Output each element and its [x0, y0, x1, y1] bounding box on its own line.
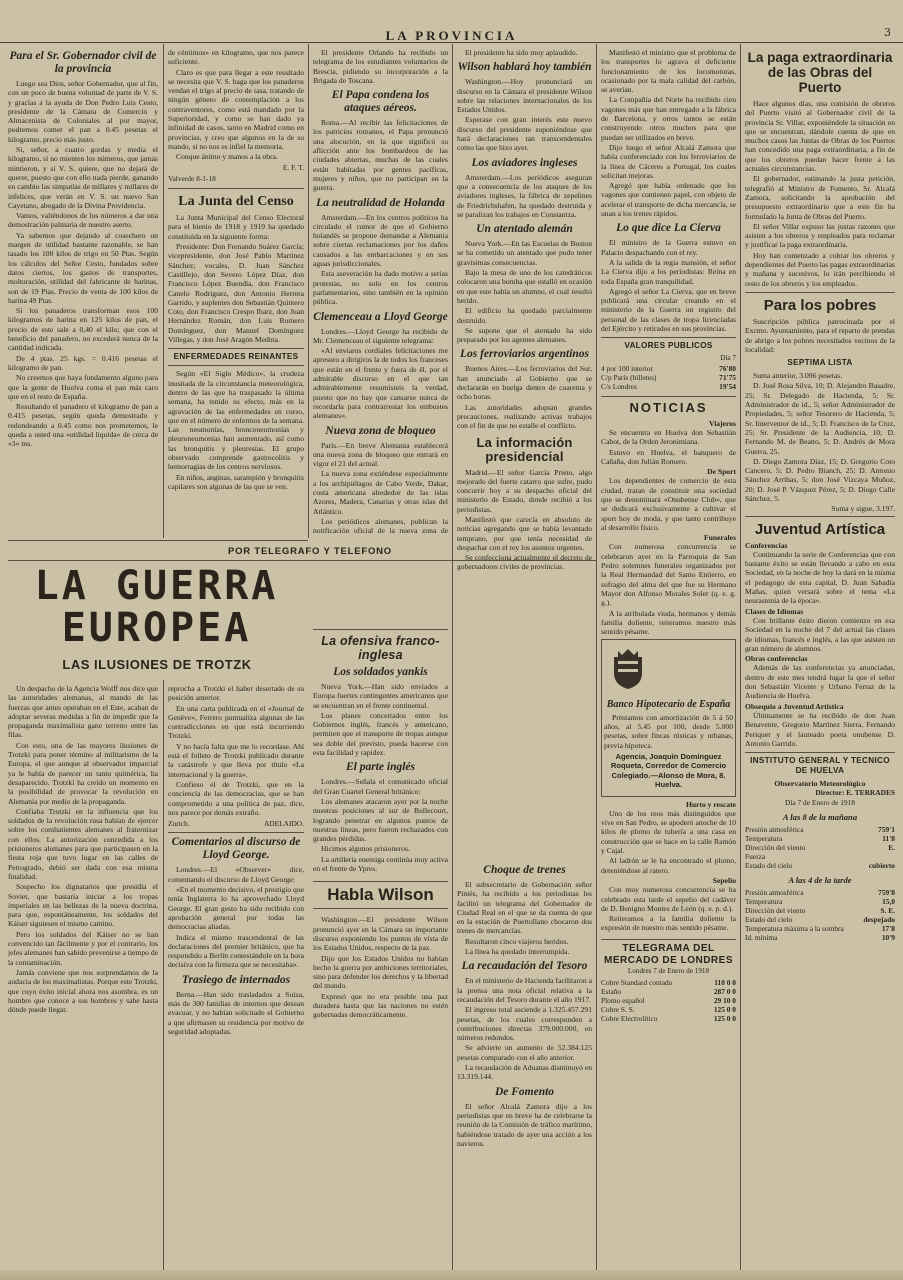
table-row [745, 915, 895, 924]
paragraph: Un despacho de la Agencia Wolff nos dice que las autoridades alemanas, al mando de las fuerzas que antes operaban en el Este, acaban de adoptar severas medidas a fin de impedir que la propaganda maximalista gane terreno entre las filas. [8, 684, 158, 740]
table-row [745, 906, 895, 915]
paragraph: Bajo la mesa de uno de los catedráticos colocaron una bomba que estalló en ocasión en que este había un alumno, el cual resultó herido. [457, 268, 592, 305]
subsection-title: Sepelio [712, 875, 736, 885]
paragraph: Luego sea Dios, señor Gobernador, que al fin, con un poco de buena voluntad de parte de V. S. y gracias a la ayuda de Don Pedro Luis Cesto, presidente de la Cámara de Comercio y Almacenista de Coloniales al por mayor, podremos comer el pan a 0.45 pesetas el kilogramo, precio más justo. [8, 79, 158, 144]
paragraph: Con numerosa concurrencia se celebraron ayer en la Parroquia de San Pedro solemnes funerales organizados por la Real Hermandad del Santo Entierro, en sufragio del alma del que fue su Hermano Mayor don Alfonso Morales Soler (q. e. g. g.). [601, 542, 736, 608]
subsection-title: Clases de Idiomas [745, 606, 804, 616]
column-3 [313, 48, 448, 536]
row-label: Estado del cielo [745, 861, 793, 870]
row-value: 15,0 [882, 897, 895, 906]
column-rule [163, 680, 164, 1270]
table-row [601, 996, 736, 1005]
row-value: 71'75 [719, 372, 736, 382]
table-row [745, 897, 895, 906]
paragraph: Los planes concertados entre los Gobiernos inglés, francés y americano, permiten que el transporte de tropas aunque sea doble del previsto, pueda hacerse con esta facilidad y rapidez. [313, 710, 448, 758]
london-market-table [601, 978, 736, 1023]
paragraph: A la salida de la regia mansión, el señor La Cierva dijo a los periodistas: Reina en toda España gran tranquilidad. [601, 257, 736, 286]
paragraph: Hoy han comenzado a cobrar los obreros y dependientes del Puerto las pagas extraordinarias y mañana y sucesivos, lo irán percibiendo el resto de los obreros y los empleados. [745, 250, 895, 288]
morning-title: A las 8 de la mañana [782, 812, 858, 822]
paragraph: Con muy numerosa concurrencia se ha celebrado esta tarde el sepelio del cadáver de D. Benigno Montes de León (q. e. p. d.). [601, 885, 736, 913]
row-value: 17'8 [881, 924, 895, 933]
date-line: Valverde 8-1-18 [168, 173, 216, 183]
table-row [601, 364, 736, 373]
article-title: Comentarios al discurso de Lloyd George. [168, 832, 304, 862]
table-row [745, 861, 895, 870]
paragraph: Además de las conferencias ya anunciadas, dentro de este mes tendrá lugar la que el señor don Sebastián Vicente y Urbano Ferraz de la Audiencia de Huelva. [745, 663, 895, 701]
list-title: SEPTIMA LISTA [787, 358, 853, 368]
article-title: La recaudación del Tesoro [461, 960, 588, 973]
subsection-title: De Sport [707, 467, 736, 477]
subsection-title: Conferencias [745, 540, 788, 550]
paragraph: La Compañía del Norte ha recibido cien vagones más que han entregado a la fábrica de Barcelona, y otros tantos se están construyendo otros muchos para que puedan ser utilizados en breve. [601, 95, 736, 142]
valores-table [601, 364, 736, 391]
paragraph: Madrid.—El señor García Prieto, algo mejorado del fuerte catarro que sufre, pudo concurrir hoy a su despacho oficial del ministerio de Estado, donde recibió a los periodistas. [457, 467, 592, 514]
paragraph: El gobernador, estimando la justa petición, telegrafió al Ministro de Fomento, Sr. Alcalá Zamora, solicitando la aprobación del presupuesto extraordinario que a este fin ha formulado la Junta de Obras del Puerto. [745, 174, 895, 221]
paragraph: Se supone que el atentado ha sido preparado por los agentes alemanes. [457, 325, 592, 345]
row-label: Cobre Electrolítico [601, 1014, 658, 1023]
paragraph: Berna.—Han sido trasladados a Suiza, más de 300 familias de internos que desean evacuar, y no habían solicitado el Gobierno a que afirmasen su residencia por motivo de seguridad adoptadas. [168, 989, 304, 1036]
masthead [0, 0, 903, 43]
row-label: Dirección del viento [745, 906, 806, 915]
paragraph: Se encuentra en Huelva don Sebastián Cabot, de la Orden Jeronimiana. [601, 427, 736, 447]
paragraph: El subsecretario de Gobernación señor Piniés, ha recibido a los periodistas les facilitó un telegrama del Gobernador de Ciudad Real en el que se da cuenta de que en la estación de Puertollano chocaron dos trenes de mercancías. [457, 880, 592, 936]
article-title: La ofensiva franco-inglesa [313, 629, 448, 662]
article-title: La neutralidad de Holanda [316, 196, 445, 209]
page-edge [0, 1270, 903, 1280]
paragraph: Se advierte un aumento de 52.384.125 pesetas comparado con el año anterior. [457, 1043, 592, 1062]
paragraph: De 4 ptas. 25 kgs. = 0.416 pesetas el kilogramo de pan. [8, 353, 158, 372]
subsection-title: Funerales [703, 533, 736, 543]
row-label: 4 por 100 interior [601, 363, 653, 373]
row-label: Presión atmosférica [745, 825, 804, 834]
row-value: S. E. [880, 906, 895, 915]
table-row [745, 834, 895, 843]
paragraph: Uno de los reos más distinguidos que vive en San Pedro, se apoderó anoche de 10 kilos de plomo de tubería a una casa en construcción que se hace en la calle Ramón y Cajal. [601, 808, 736, 856]
article-title: Choque de trenes [483, 864, 566, 876]
paragraph: El señor Villar expuso las justas razones que asisten a los obreros y empleados para reclamar y justificar la paga extraordinaria. [745, 221, 895, 250]
row-value: 125 0 0 [713, 1014, 736, 1023]
paragraph: «En el momento decisivo, el prestigio que tenía Inglaterra lo ha aprovechado Lloyd George. El gran gesto ha sido recibido con aprobación general por todas las democracias aliadas. [168, 885, 304, 932]
paragraph: Vamos, valiéndonos de los números a dar una demostración palmaria de nuestro aserto. [8, 211, 158, 230]
column-rule [308, 44, 309, 538]
paragraph: Préstamos con amortización de 5 á 50 años, al 5.45 por 100, desde 5.000 pesetas, sobre fincas rústicas y urbanas, previa hipoteca. [604, 712, 733, 750]
article-title: Clemenceau a Lloyd George [313, 310, 448, 323]
paragraph: La línea ha quedado interrumpida. [465, 947, 570, 957]
obs-date: Día 7 de Enero de 1918 [785, 797, 855, 807]
row-value: 759'1 [878, 825, 895, 834]
row-label: Plomo español [601, 996, 645, 1005]
table-row [601, 978, 736, 987]
row-value: E. [888, 843, 895, 852]
paragraph: En el ministerio de Hacienda facilitaron a la prensa una nota oficial relativa a la recaudación del Tesoro durante el año 1917. [457, 976, 592, 1004]
paragraph: Estuvo en Huelva, el banquero de Cañaña, don Julián Romero. [601, 447, 736, 466]
paragraph: Washington.—El presidente Wilson pronunció ayer en la Cámara un importante discurso exponiendo los puntos de vista de los Estados Unidos, respecto de la paz. [313, 915, 448, 953]
paragraph: Si, señor, a cuatro gordas y media el kilogramo, si no mienten los números, que jamás mintieron, y si V. S. quiere, que no dejará de querer, puesto que con ello nada pierde, ganando en cambio las simpatías de millares y millares de infelices, que verán en V. S. un nuevo San Cayetano, abogado de la Divina Providencia. [8, 145, 158, 210]
article-title: Nueva zona de bloqueo [325, 424, 436, 437]
row-value: 759'8 [878, 888, 895, 897]
paragraph: El presidente ha sido muy aplaudido. [465, 48, 578, 57]
paragraph: Y no hacía falta que me lo recordase. Ahí está el folleto de Trotzki publicado durante la catástrofe y que lleva por título «La internacional y la guerra». [168, 741, 304, 779]
sign-name: ADELAIDO. [263, 819, 304, 829]
paragraph: Roma.—Al recibir las felicitaciones de los patricios romanos, el Papa pronunció una alocución, en la que significó su aflicción ante los bombardeos de las ciudades abiertas, muchas de las cuales están habitadas por gentes pacíficas, mujeres y niños, que no participan en la guerra. [313, 118, 448, 193]
paragraph: En niños, anginas, sarampión y bronquitis capilares son algunas de las que se ven. [168, 472, 304, 491]
paragraph: Agregó el señor La Cierva, que en breve publicará una circular creando en el ministerio de la Guerra un registro del personal de las clases de tropa licenciadas del Ejército y retirados en sus provincias. [601, 286, 736, 334]
telegram-date: Londres 7 de Enero de 1918 [627, 966, 710, 975]
table-row [745, 933, 895, 942]
paragraph: Resultando el panadero el kilogramo de pan a 0.415 pesetas, según queda demostrado y redondeando a 0.45 como nos prometemos, le queda a usted una «utilidad líquida» de cerca de «3» ms. [8, 402, 158, 449]
paragraph: El edificio ha quedado parcialmente destruido. [457, 306, 592, 325]
paragraph: Las autoridades adoptan grandes precauciones, realizando activas trabajos con el fin de que no estalle el conflicto. [457, 402, 592, 431]
newspaper-title: LA PROVINCIA [385, 28, 518, 43]
paragraph: Pero los soldados del Káiser no se han convencido tan fácilmente y por el contrario, los jefes alemanes han sabido prevenirse a tiempo de la contaminación. [8, 929, 158, 967]
row-value: 19'54 [719, 381, 736, 391]
row-value: 125 0 0 [713, 1005, 736, 1014]
paragraph: Los dependientes de comercio de esta ciudad, tratan de constituir una sociedad que se denominará «Onubense Club», que se dedicará exclusivamente a cultivar el sport hoy de moda, y que tanto contribuye al desarrollo físico. [601, 476, 736, 532]
article-title: Wilson hablará hoy también [457, 61, 592, 74]
page-number: 3 [884, 26, 891, 39]
paragraph: Amsterdam.—En los centros políticos ha circulado el rumor de que el Gobierno holandés se propone demandar a Alemania sobre ciertas reclamaciones por los daños causados a las embarcaciones y en sus aguas jurisdiccionales. [313, 212, 448, 269]
article-title: Trasiego de internados [181, 973, 291, 986]
row-label: Temperatura [745, 834, 783, 843]
subsection-title: Hurto y rescate [685, 799, 736, 809]
paragraph: D. José Rosa Silva, 10; D. Alejandro Basadre, 25; Sr. Delegado de Hacienda, 5; Sr. Administrador de id., 5; señor Administrador de Propiedades, 5; señor Tesorero de Hacienda, 5; Sr. Interventor de id., 5; D. Francisco de la Cruz, 25; Sr. Presidente de la Audiencia, 10; D. Fernando M. de Beatto, 5; D. Andrés de Mora Guerra, 25. [745, 381, 895, 456]
row-value: 287 0 0 [713, 987, 736, 996]
subsection-title: Viajeros [709, 418, 736, 428]
article-title: El parte inglés [345, 761, 415, 774]
paragraph: En una carta publicada en el «Journal de Genève», Ferrero puntualiza algunas de las contradicciones en que está incurriendo Trotzki. [168, 703, 304, 741]
observatory-title: Observatorio Meteorológico [774, 779, 866, 789]
row-value: 110 0 0 [714, 978, 736, 987]
bank-title: Banco Hipotecario de España [606, 698, 731, 710]
table-row [601, 382, 736, 391]
column-2 [168, 48, 304, 536]
row-label: Dirección del viento [745, 843, 806, 852]
table-row [601, 987, 736, 996]
signature-line [168, 819, 304, 828]
row-value [849, 852, 895, 861]
war-column-2 [168, 684, 304, 1266]
paragraph: Amsterdam.—Los periódicos aseguran que a consecuencia de los ataques de los aviadores ingleses, la fábrica de zepelines de Friedrichshafen, ha quedado destruida y se paralizan los trabajos en Constantza. [457, 172, 592, 219]
column-rule [163, 44, 164, 538]
paragraph: Washington.—Hoy pronunciará un discurso en la Cámara el presidente Wilson sobre las relaciones internacionales de los Estados Unidos. [457, 77, 592, 115]
article-title: Para el Sr. Gobernador civil de la provincia [9, 50, 157, 75]
column-6 [745, 48, 895, 1266]
afternoon-weather-table [745, 888, 895, 942]
paragraph: La artillería enemiga continúa muy activa en el frente de Ypres. [313, 854, 448, 874]
paragraph: Si los panaderos transforman esos 100 kilogramos de harina en 125 kilos de pan, el precio de este sale a 0,40 el kilo; que con el beneficio del panadero, no excederá nunca de la cantidad indicada. [8, 306, 158, 353]
director: Director: E. TERRADES [815, 788, 895, 798]
paragraph: Reiteramos a la familia doliente la expresión de nuestro más sentido pésame. [601, 914, 736, 933]
row-label: Id. mínima [745, 933, 778, 942]
article-title: Para los pobres [745, 292, 895, 313]
paragraph: Confiaba Trotzki en la influencia que los soldados de la revolución rusa habían de ejercer sobre los combatientes alemanes al fraternizar con ellos. La autorización concedida a los prisioneros alemanes para que participasen en la fiesta roja que tuvo lugar en las calles de Petrogrado, debió ser dada con esa misma finalidad. [8, 806, 158, 881]
section-rule [8, 540, 308, 541]
row-label: Estaño [601, 987, 622, 996]
row-label: Presión atmosférica [745, 888, 804, 897]
paragraph: El ingreso total asciende a 1.325.457.291 pesetas, de los cuales corresponden a contribuciones directas 379.000.000, en números redondos. [457, 1005, 592, 1043]
paragraph: Se confecciona actualmente el decreto de gobernadores civiles de provincias. [457, 553, 592, 572]
column-rule [452, 44, 453, 1270]
paragraph: «Al enviaros cordiales felicitaciones me apresuro a dirigiros la de todos los franceses que están en el frente y fuera de él, por el admirable discurso en el que tan admirablemente resumisteis la verdad, puesto que no hay que cansarse nunca de recordarla para contrarrestar los embustes alemanes». [313, 346, 448, 421]
paragraph: Suscripción pública patrocinada por el Excmo. Ayuntamiento, para el reparto de prendas de abrigo a los pobres necesitados vecinos de la localidad: [745, 316, 895, 354]
paragraph: Esperase con gran interés este nuevo discurso del presidente suponiéndose que hará declaraciones tan transcendentales como las que hizo ayer. [457, 115, 592, 153]
paragraph: reprocha a Trotzki el haber desertado de su posición anterior. [168, 684, 304, 703]
table-row [745, 888, 895, 897]
morning-weather-table [745, 825, 895, 870]
row-value: cubierto [868, 861, 895, 870]
subsection-title: Obras conferencias [745, 654, 808, 664]
article-title: Un atentado alemán [476, 223, 573, 236]
article-title: Habla Wilson [313, 881, 448, 909]
paragraph: El señor Alcalá Zamora dijo a los periodistas que en breve ha de celebrarse la reunión de la Comisión de tráfico marítimo, habiéndose tratado de ayer una acción a los navieros. [457, 1101, 592, 1148]
signature: E. F. T. [282, 162, 304, 172]
row-label: Temperatura máxima a la sombra [745, 924, 844, 933]
paragraph: Resultaron cinco viajeros heridos. [465, 936, 569, 946]
bank-ad [601, 639, 736, 796]
column-1 [8, 48, 158, 536]
paragraph: Con esto, una de las mayores ilusiones de Trotzki para poner término al militarismo de la Europa, el que aunque al observador imparcial ya le había de parecer un tanto quimérica, ha desaparecido. Trotzki ha creído un momento en la posibilidad de provocar la revolución en Alemania por medio de la propaganda. [8, 740, 158, 806]
column-4-lower [457, 860, 592, 1266]
section-title: NOTICIAS [601, 396, 736, 415]
row-label: Temperatura [745, 897, 783, 906]
paragraph: de céntimos» en kilogramo, que nos parece suficiente. [168, 48, 304, 67]
table-row [745, 852, 895, 861]
row-value: 29 10 0 [713, 996, 736, 1005]
table-row [601, 1005, 736, 1014]
table-row [745, 843, 895, 852]
sign-place: Zurich. [168, 819, 190, 829]
paragraph: Nueva York.—En las Escuelas de Boston se ha cometido un atentado que pudo tener gravísimas consecuencias. [457, 239, 592, 267]
paragraph: Manifestó que carecía en absoluto de noticias agregando que se había levantado temprano, por que tenía necesidad de despachar con el rey los asuntos urgentes. [457, 514, 592, 552]
article-title: Lo que dice La Cierva [616, 222, 721, 235]
war-column-3 [313, 624, 448, 1266]
column-rule [740, 44, 741, 1270]
row-label: C/p París (billetes) [601, 372, 657, 382]
paragraph: La recaudación de Aduanas disminuyó en 13.319.144. [457, 1063, 592, 1082]
paragraph: El ministro de la Guerra estuvo en Palacio despachando con el rey. [601, 238, 736, 257]
subsection-title: Obsequio a Juventud Artística [745, 701, 844, 711]
paragraph: Dijo que los Estados Unidos no habían hecho la guerra por ambiciones territoriales, sino para defender los derechos y la libertad del mundo. [313, 953, 448, 991]
telegraph-banner: POR TELEGRAFO Y TELEFONO [227, 546, 392, 557]
table-row [601, 1014, 736, 1023]
article-title: Los ferroviarios argentinos [459, 348, 590, 361]
paragraph: Dijo luego el señor Alcalá Zamora que había conferenciado con los ferroviarios de la línea de Cáceres a Portugal, los cuales solicitan mejoras. [601, 142, 736, 180]
paragraph: Claro es que para llegar a este resultado se necesita que V. S. haga que los panaderos vendan el trigo al precio de tasa, tratando de ningún género de contemplación a los contraventores, como está mandado por la Superioridad, y como se han dado ya infinidad de casos, tanto en Madrid como en provincias, y creo que algunos en la de su mando, si no nos es infiel la memoria. [168, 67, 304, 151]
table-row [745, 924, 895, 933]
row-label: Cobre Standard contado [601, 978, 673, 987]
article-title: De Fomento [494, 1085, 555, 1098]
paragraph: La Junta Municipal del Censo Electoral para el bienio de 1918 y 1919 ha quedado constituida en la siguiente forma: [168, 213, 304, 241]
coat-of-arms-icon [604, 645, 652, 693]
paragraph: Nueva York.—Han sido enviados a Europa fuertes contingentes americanos que se encuentran en el frente continental. [313, 682, 448, 710]
row-label: C/s Londres [601, 381, 637, 391]
paragraph: Al ladrón se le ha encontrado el plomo, deteniéndose al ratero. [601, 856, 736, 875]
table-title: VALORES PUBLICOS [601, 337, 736, 351]
paragraph: Manifestó el ministro que el problema de los transportes lo agrava el deficiente funcionamiento de los locomotoras, ocasionado por la mala calidad del carbón, se averían. [601, 48, 736, 95]
table-date: Día 7 [720, 354, 736, 363]
paragraph: Presidente: Don Fernando Suárez García; vicepresidente, don José Pablo Martínez Sánchez; vocales, D. Juan Sánchez Castillejo, don Severo López Díaz, don Francisco López Buendía, don Francisco Canelo Rodríguez, don Antonio Herrera Garrido, y suplentes don Sebastián Quintero Coto, don Francisco Crespo Ibarz, don Juan Hernández Román, don Luis Romero Domínguez, don Manuel Domínguez Villegas, y don José Aragón Medina. [168, 242, 304, 345]
paragraph: Londres.—El «Observer» dice, comentando el discurso de Lloyd George: [168, 865, 304, 884]
paragraph: París.—En breve Alemania establecerá una nueva zona de bloqueo que entrará en vigor el 21 del actual. [313, 440, 448, 469]
paragraph: Agregó que había ordenado que los vagones que contienen papel, con objeto de acelerar el transporte de dicha mercancía, se unan a los trenes rápidos. [601, 181, 736, 219]
paragraph: El presidente Orlando ha recibido un telegrama de los estudiantes voluntarios de Brescia, pidiendo su incorporación a la Brigada de Toscana. [313, 48, 448, 85]
paragraph: Londres.—Señala el comunicado oficial del Gran Cuartel General británico: [313, 777, 448, 796]
row-label: Fuerza [745, 852, 766, 861]
paragraph: Conque ánimo y manos a la obra. [176, 152, 278, 162]
row-value: 11'8 [882, 834, 895, 843]
war-subheadline: LAS ILUSIONES DE TROTZK [62, 657, 252, 672]
paragraph: Suma anterior, 3.096 pesetas. [753, 371, 843, 381]
paragraph: D. Diego Zamora Díaz, 15; D. Gregorio Coto Cancero, 5; D. Pedro Bianch, 25; D. Antonio Sánchez Arribas, 5; don José Vizcaya Muñoz, 20; D. José P. Vázquez Pérez, 5; D. Diego Calle Sánchez, 5. [745, 456, 895, 503]
paragraph: Suma y sigue, 3.197. [831, 504, 895, 514]
paragraph: Continuando la serie de Conferencias que con bastante éxito se están llevando a cabo en esta Sociedad, en la noche de hoy la dará en la misma el pedagogo de esta capital, D. Juan Sabadía Mañas, quien versará sobre el tema «La neurastenia de la época». [745, 549, 895, 606]
telegram-title: TELEGRAMA DEL MERCADO DE LONDRES [601, 939, 736, 967]
war-headline: LA GUERRA EUROPEA [34, 563, 279, 651]
paragraph: No creemos que haya fundamento alguno para que la gente de Huelva coma el pan más caro que en el resto de España. [8, 373, 158, 401]
paragraph: Confieso el de Trotzki, que en la conciencia de las democracias, que se han comprometido a una política de paz, dice, nos parece por demás extraño. [168, 779, 304, 817]
ad-text: Agencia, Joaquín Domínguez Roqueta, Corredor de Comercio Colegiado.—Alonso de Mora, 8. Huelva. [610, 751, 727, 790]
paragraph: Hicimos algunos prisioneros. [321, 844, 410, 854]
article-title: La paga extraordinaria de las Obras del Puerto [747, 50, 893, 95]
column-rule [596, 44, 597, 1270]
article-title: La información presidencial [476, 434, 573, 464]
article-title: El Papa condena los ataques aéreos. [331, 89, 430, 115]
paragraph: Los periódicos alemanes, publican la notificación oficial de la nueva zona de [313, 516, 448, 536]
paragraph: Sospecho los dignatarios que presidía el Soviet, que bastaría iniciar a los tropas imperiales en las bellezas de la nueva doctrina, para que, espontáneamente, los soldados del Káiser siguiesen el mismo camino. [8, 882, 158, 929]
paragraph: Con brillante éxito dieron comienzo en esa Sociedad en la noche del 7 del actual las clases de idiomas, francés e inglés, a las que asisten un gran número de alumnos. [745, 615, 895, 653]
paragraph: Indica el mismo trascendental de las declaraciones del premier británico, que ha respondido a Berlín contestándole en la hora decisiva con la firmeza que se necesitaba». [168, 932, 304, 970]
paragraph: Expresó que no era posible una paz duradera hasta que las naciones no estén gobernadas democráticamente. [313, 991, 448, 1020]
paragraph: Hace algunos días, una comisión de obreros del Puerto visitó al Gobernador civil de la provincia Sr. Villar, exponiéndole la situación en que se encuentran, dándole cuenta de que en muchos casos las Juntas de Obras de los Puertos han concedido una paga extraordinaria, a fin de que los obreros puedan hacer frente a las actuales circunstancias. [745, 99, 895, 174]
column-5 [601, 48, 736, 1266]
article-title: Los soldados yankis [333, 666, 428, 678]
row-label: Cobre S. S. [601, 1005, 635, 1014]
paragraph: Ya sabemos que dejando al cosechero un margen de utilidad bastante razonable, se han tasado los 100 kilos de trigo en 50 Ptas. Según los cálculos del Señor Cesto, fundados sobre datos ciertos, los gastos de transportes, molturación, utilidad del fabricante de harinas, son de 19 Ptas. Precio de venta de 100 kilos de harina 49 Ptas. [8, 230, 158, 305]
row-value: 76'80 [719, 363, 736, 373]
article-title: Juventud Artística [745, 516, 895, 537]
paragraph: Según «El Siglo Médico», la crudeza inusitada de la circunstancia meteorológica, dentro de las que ha traspasado la última semana, ha tenido su efecto, más en la agravación de las enfermedades en curso, que en el número de enfermos de la semana. Las neumonías, bronconeumonías y pleuroneumonías han aumentado, así como las bronquitis y pleuresías. El grupo observado comprende gastrocolitis y hemorragias de los centros nerviosos. [168, 369, 304, 472]
row-value: despejado [863, 915, 895, 924]
row-label: Estado del cielo [745, 915, 793, 924]
paragraph: A la atribulada viuda, hermanos y demás familia doliente, reiteramos nuestro más sentido pésame. [601, 608, 736, 637]
row-value: 10'9 [881, 933, 895, 942]
paragraph: Últimamente se ha recibido de don Juan Benavente, Gregorio Martínez Sierra, Fernando Periquet y el laureado poeta onubense D. Antonio Garrido. [745, 710, 895, 748]
paragraph: Londres.—Lloyd George ha recibido de Mr. Clemenceau el siguiente telegrama: [313, 326, 448, 345]
table-row [745, 825, 895, 834]
afternoon-title: A las 4 de la tarde [788, 875, 852, 885]
paragraph: La nueva zona extiéndese especialmente a los archipiélagos de Cabo Verde, Dakar, costa americana alrededor de las islas Azores, Madera, Canarias y otras islas del Atlántico. [313, 469, 448, 516]
institute-title: INSTITUTO GENERAL Y TECNICO DE HUELVA [745, 752, 895, 776]
table-row [601, 373, 736, 382]
article-title: La Junta del Censo [168, 188, 304, 209]
paragraph: Jamás conviene que nos sorprendamos de la audacia de los maximalistas. Porque este Trotzki, que cuyo éxito inicial ahora nos asombra, es un hombre que conoce a sus hombres y sabe hasta dónde puede llegar. [8, 967, 158, 1015]
article-title: ENFERMEDADES REINANTES [168, 348, 304, 366]
article-title: Los aviadores ingleses [471, 156, 578, 169]
paragraph: Buenos Aires.—Los ferroviarios del Sur, han anunciado al Gobierno que se declararán en huelga dentro de cuarenta y ocho horas. [457, 364, 592, 402]
war-column-1 [8, 684, 158, 1266]
paragraph: Esta aseveración ha dado motivo a serias protestas, no solo en los centros parlamentarios, sino también en la opinión pública. [313, 269, 448, 307]
paragraph: Los alemanes atacaron ayer por la noche nuestras posiciones al sur de Bullecourt, logrando penetrar en algunos puntos de nuestras líneas, pero fueron rechazados con grandes pérdidas. [313, 796, 448, 844]
